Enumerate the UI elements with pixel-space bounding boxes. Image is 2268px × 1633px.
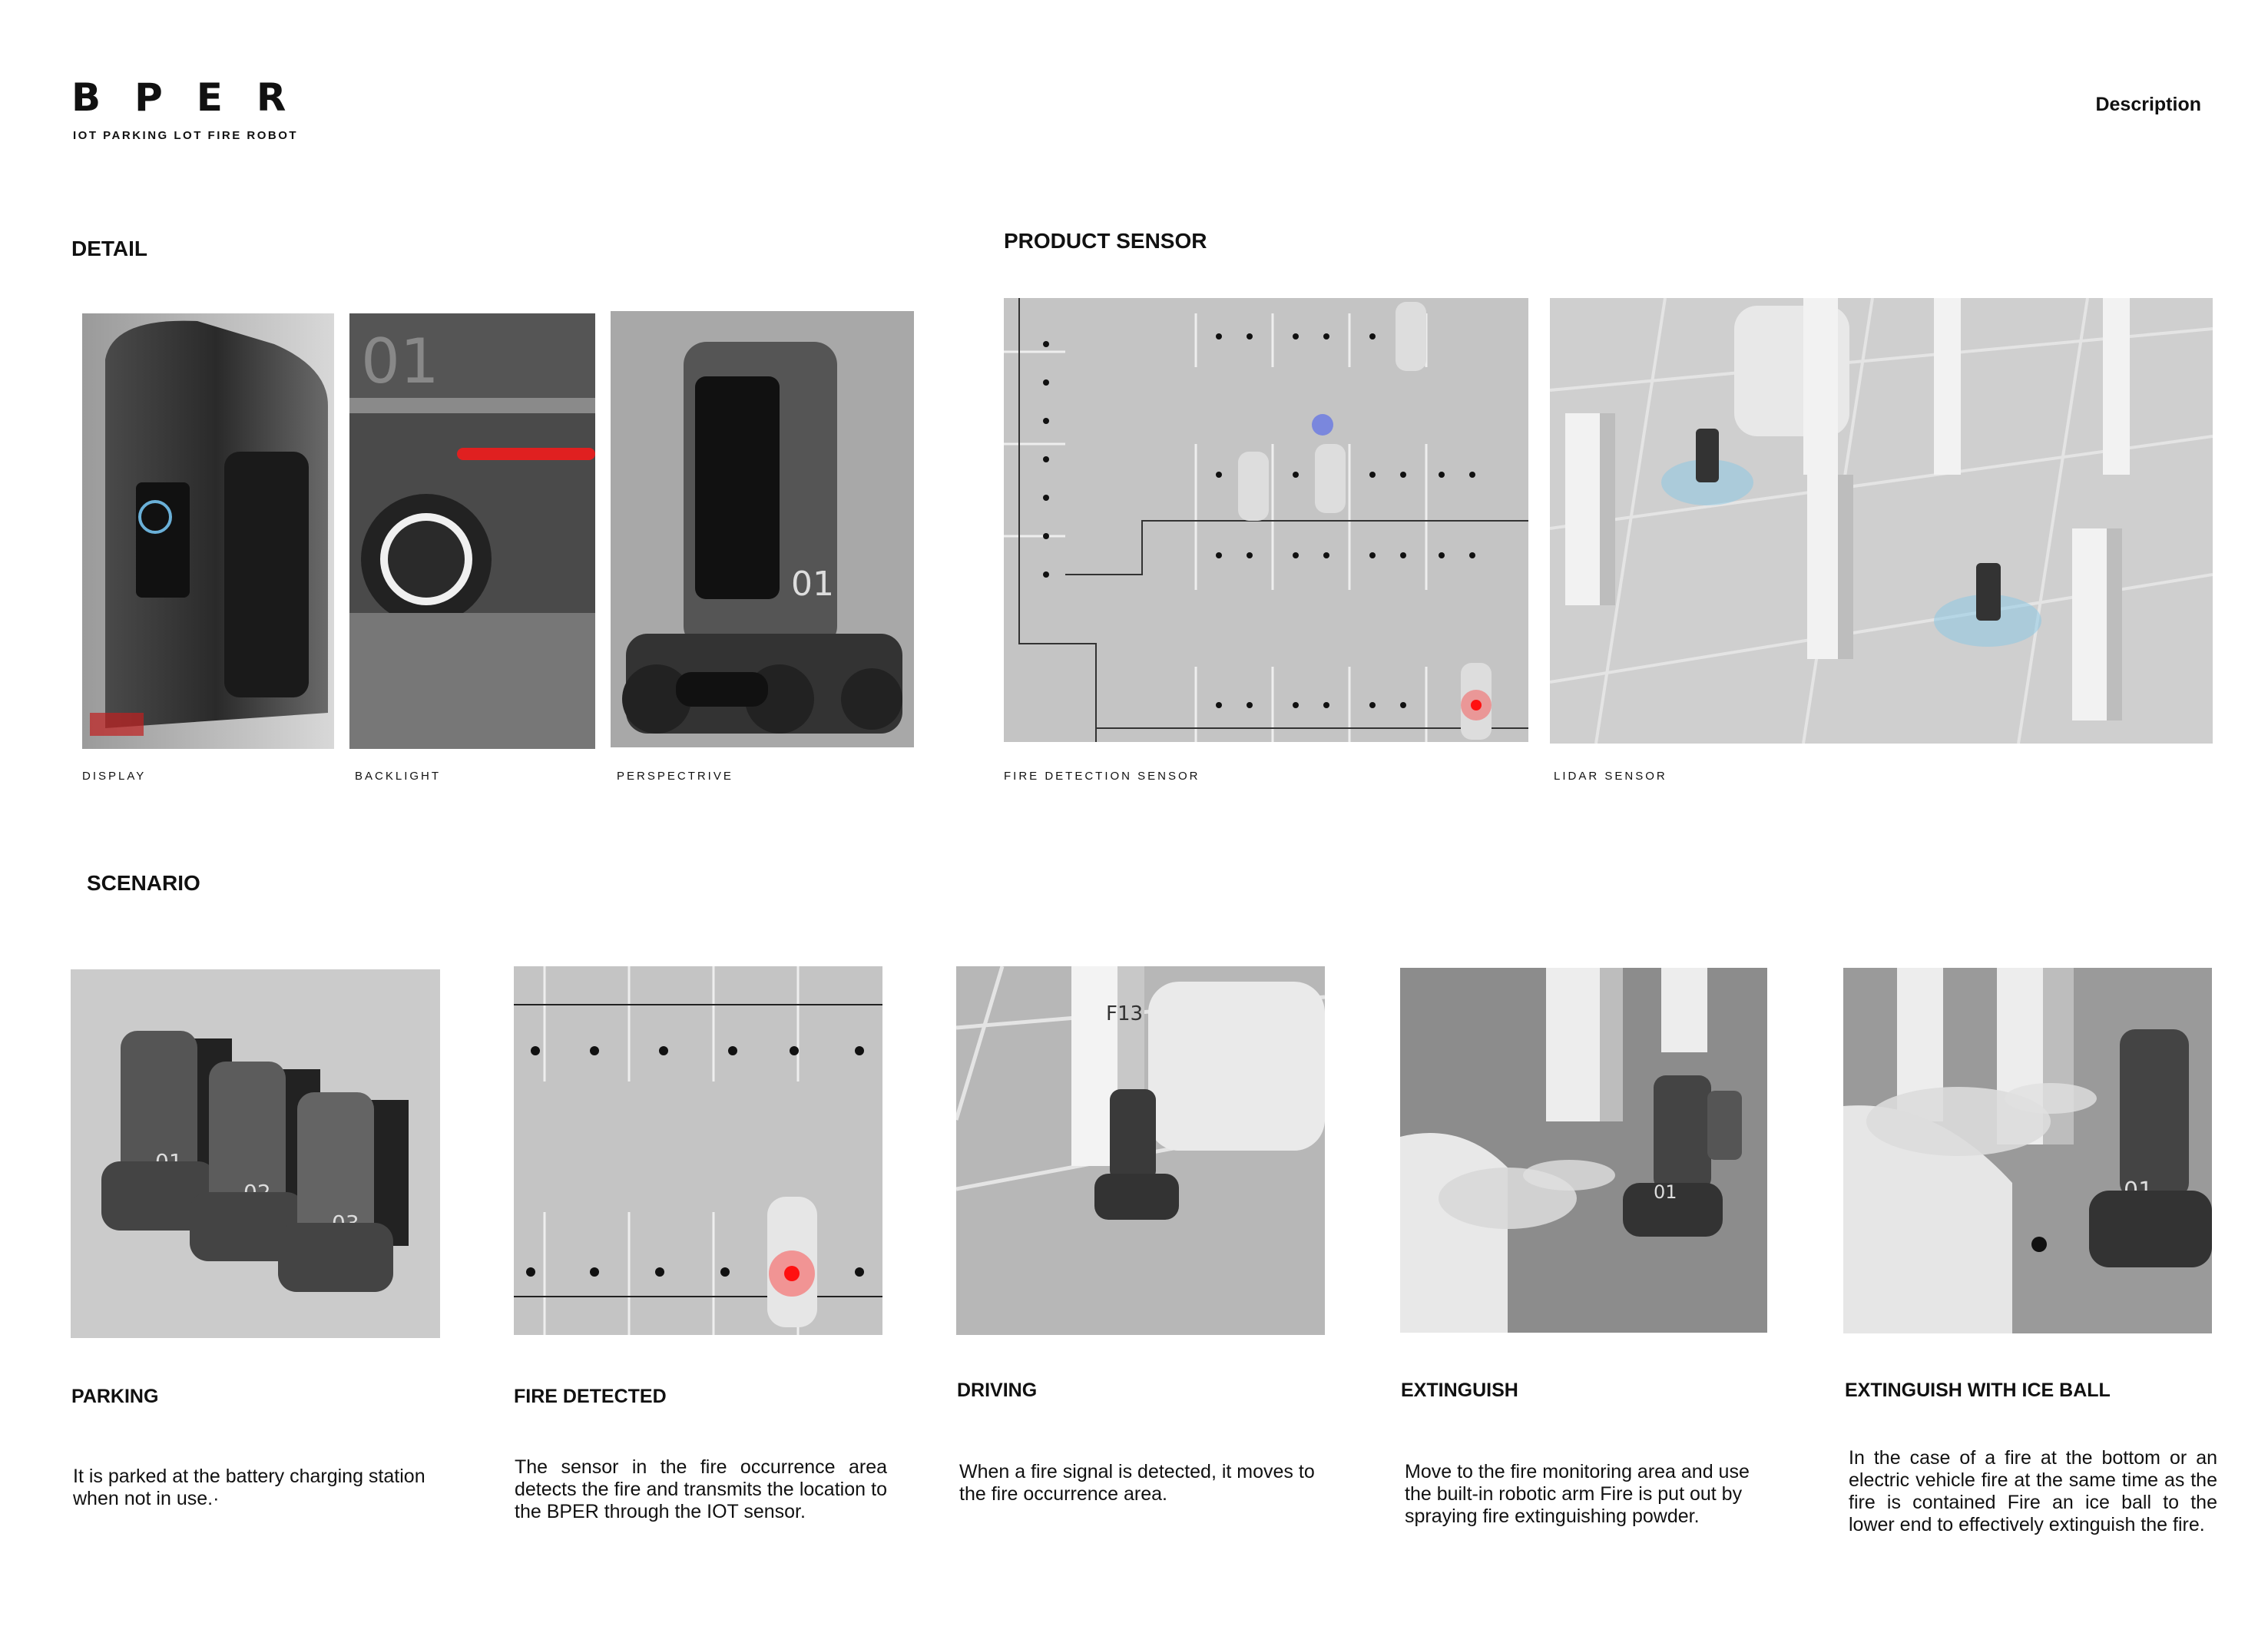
caption-perspective: PERSPECTRIVE <box>617 770 733 783</box>
ice-ball-image <box>1843 968 2212 1333</box>
backlight-image <box>349 313 595 749</box>
scenario-text-driving: When a fire signal is detected, it moves to the fire occurrence area. <box>959 1461 1315 1505</box>
driving-image <box>956 966 1325 1335</box>
caption-display: DISPLAY <box>82 770 147 783</box>
scenario-title-parking: PARKING <box>71 1386 159 1407</box>
scenario-text-parking: It is parked at the battery charging station when not in use.· <box>73 1466 425 1509</box>
detail-heading: DETAIL <box>71 237 148 260</box>
description-link[interactable]: Description <box>2095 94 2201 115</box>
scenario-title-fire-detected: FIRE DETECTED <box>514 1386 667 1407</box>
driving-pillar-label: F13 <box>1106 1002 1144 1025</box>
display-image <box>82 313 334 749</box>
extinguish-unit-number: 01 <box>1654 1181 1677 1203</box>
fire-detected-image <box>514 966 882 1335</box>
scenario-text-ice-ball: In the case of a fire at the bottom or an electric vehicle fire at the same time as the fire is contained Fire an ice ball to the lower end to effectively extinguish the fire. <box>1849 1447 2217 1535</box>
perspective-image <box>611 311 914 747</box>
backlight-unit-number: 01 <box>361 326 439 397</box>
sensor-heading: PRODUCT SENSOR <box>1004 229 1207 253</box>
perspective-unit-number: 01 <box>791 565 834 604</box>
scenario-text-extinguish: Move to the fire monitoring area and use the built-in robotic arm Fire is put out by spraying fire extinguishing powder. <box>1405 1461 1750 1527</box>
caption-lidar: LIDAR SENSOR <box>1554 770 1667 783</box>
scenario-title-extinguish: EXTINGUISH <box>1401 1380 1518 1401</box>
scenario-text-fire-detected: The sensor in the fire occurrence area detects the fire and transmits the location to the BPER through the IOT sensor. <box>515 1456 887 1522</box>
extinguish-image <box>1400 968 1767 1333</box>
caption-fire-detection: FIRE DETECTION SENSOR <box>1004 770 1200 783</box>
caption-backlight: BACKLIGHT <box>355 770 442 783</box>
parking-image <box>71 969 440 1338</box>
lidar-image <box>1550 298 2213 744</box>
fire-detection-image <box>1004 298 1528 742</box>
brand-title: BPER <box>71 75 320 120</box>
scenario-title-ice-ball: EXTINGUISH WITH ICE BALL <box>1845 1380 2111 1401</box>
brand-subtitle: IOT PARKING LOT FIRE ROBOT <box>73 129 299 142</box>
scenario-title-driving: DRIVING <box>957 1380 1038 1401</box>
scenario-heading: SCENARIO <box>87 871 200 895</box>
